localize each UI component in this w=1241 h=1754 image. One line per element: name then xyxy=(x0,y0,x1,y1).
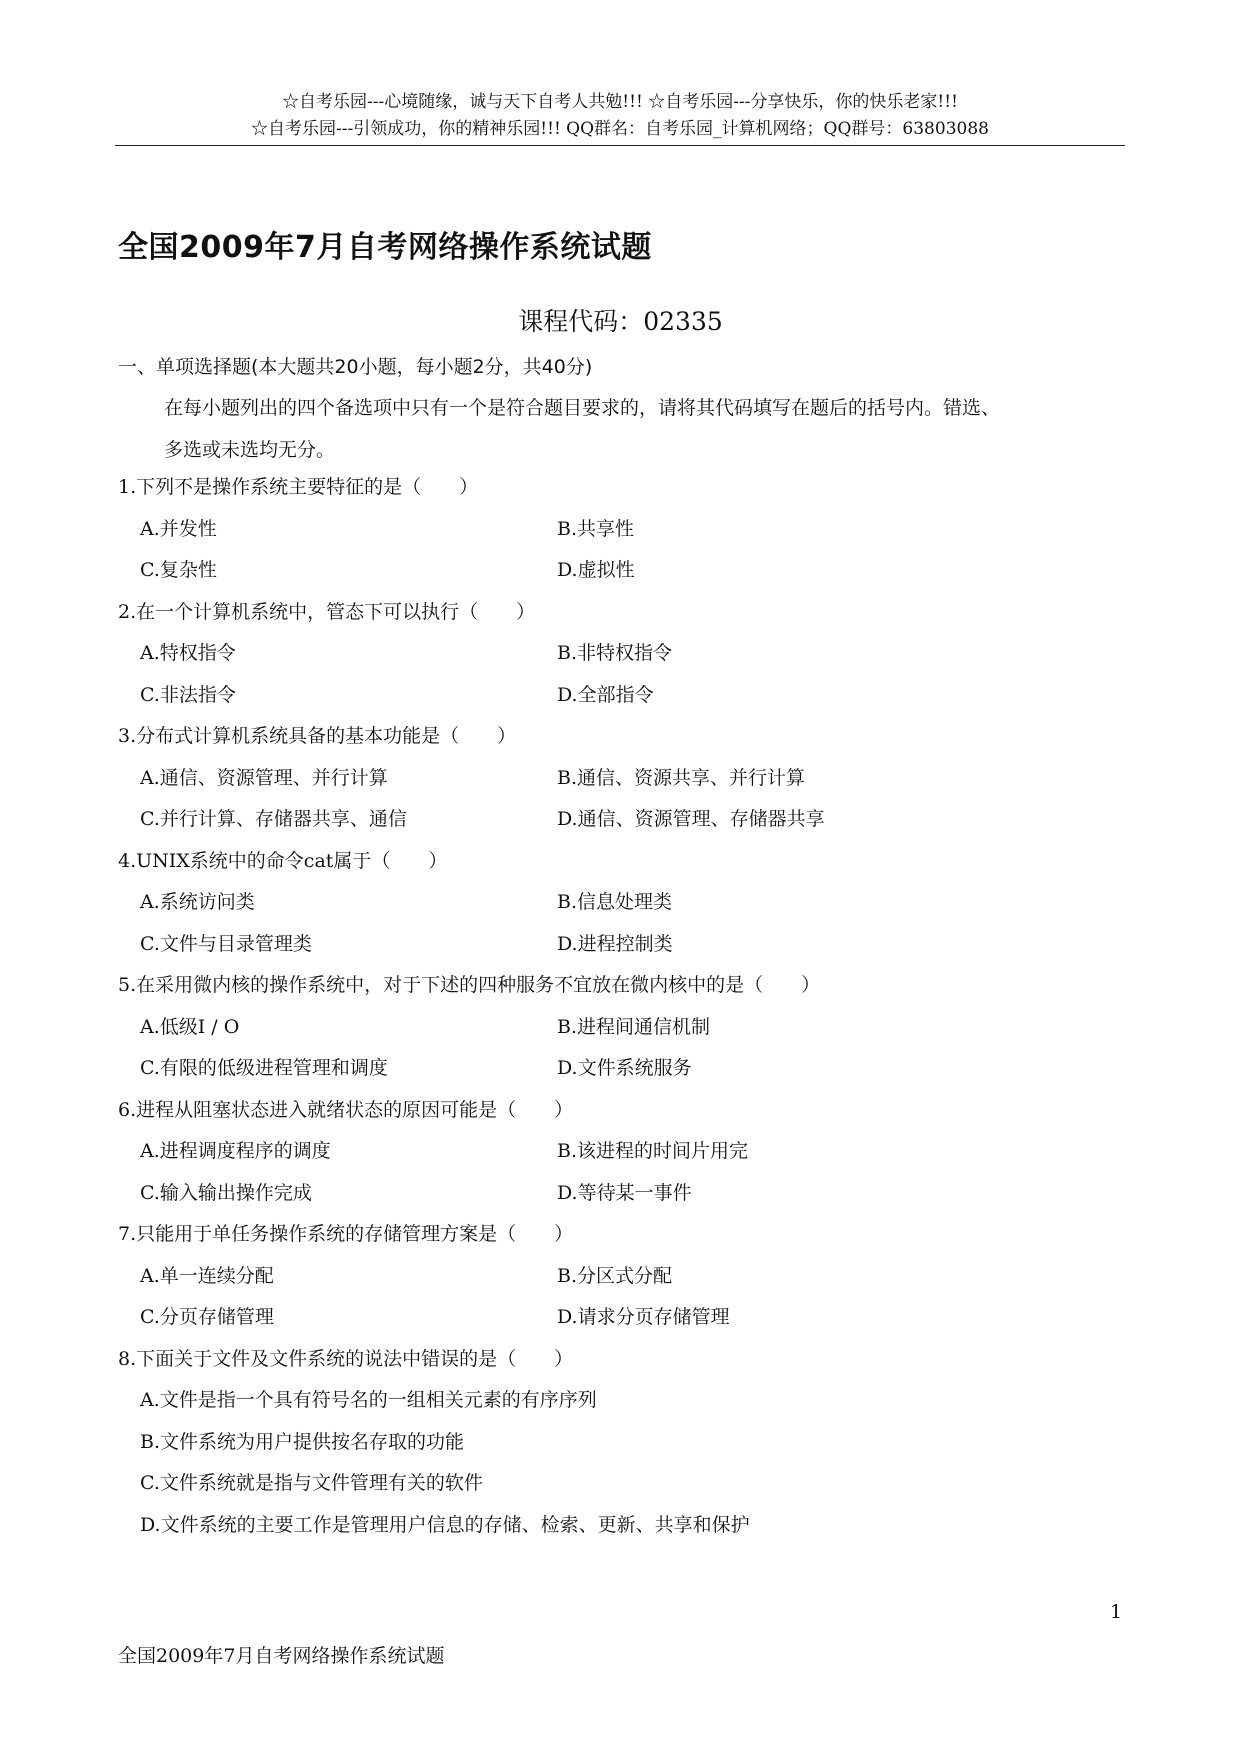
question-option: B.信息处理类 xyxy=(557,891,673,913)
question-stem: 6.进程从阻塞状态进入就绪状态的原因可能是（ ） xyxy=(118,1099,574,1121)
question-option: C.文件与目录管理类 xyxy=(140,933,312,955)
question-option: D.通信、资源管理、存储器共享 xyxy=(557,808,825,830)
question-option: D.文件系统的主要工作是管理用户信息的存储、检索、更新、共享和保护 xyxy=(140,1514,750,1536)
question-option: D.进程控制类 xyxy=(557,933,673,955)
question-option: B.通信、资源共享、并行计算 xyxy=(557,767,806,789)
question-option: A.文件是指一个具有符号名的一组相关元素的有序序列 xyxy=(140,1389,597,1411)
question-option: B.共享性 xyxy=(557,518,635,540)
question-option: D.等待某一事件 xyxy=(557,1182,692,1204)
question-option: B.该进程的时间片用完 xyxy=(557,1140,749,1162)
question-option: A.单一连续分配 xyxy=(140,1265,274,1287)
question-stem: 2.在一个计算机系统中，管态下可以执行（ ） xyxy=(118,601,536,623)
question-option: B.分区式分配 xyxy=(557,1265,673,1287)
header-rule xyxy=(115,145,1125,146)
question-option: C.复杂性 xyxy=(140,559,217,581)
question-option: A.进程调度程序的调度 xyxy=(140,1140,331,1162)
question-option: C.输入输出操作完成 xyxy=(140,1182,312,1204)
question-stem: 4.UNIX系统中的命令cat属于（ ） xyxy=(118,850,448,872)
question-stem: 7.只能用于单任务操作系统的存储管理方案是（ ） xyxy=(118,1223,574,1245)
question-option: C.非法指令 xyxy=(140,684,236,706)
question-stem: 5.在采用微内核的操作系统中，对于下述的四种服务不宜放在微内核中的是（ ） xyxy=(118,974,821,996)
question-option: C.有限的低级进程管理和调度 xyxy=(140,1057,388,1079)
question-option: D.虚拟性 xyxy=(557,559,635,581)
question-option: C.分页存储管理 xyxy=(140,1306,274,1328)
question-option: A.通信、资源管理、并行计算 xyxy=(140,767,388,789)
question-option: C.并行计算、存储器共享、通信 xyxy=(140,808,407,830)
course-code: 课程代码：02335 xyxy=(518,307,723,336)
header-line-1: ☆自考乐园---心境随缘，诚与天下自考人共勉!!! ☆自考乐园---分享快乐，你的快乐老家!!! xyxy=(282,92,958,112)
question-option: A.并发性 xyxy=(140,518,217,540)
question-option: A.系统访问类 xyxy=(140,891,255,913)
footer-text: 全国2009年7月自考网络操作系统试题 xyxy=(118,1645,445,1667)
question-option: D.全部指令 xyxy=(557,684,654,706)
question-option: D.文件系统服务 xyxy=(557,1057,692,1079)
question-option: B.非特权指令 xyxy=(557,642,673,664)
section-instruction-line-2: 多选或未选均无分。 xyxy=(164,439,336,461)
question-option: A.低级I / O xyxy=(140,1016,240,1038)
question-stem: 8.下面关于文件及文件系统的说法中错误的是（ ） xyxy=(118,1348,574,1370)
header-line-2: ☆自考乐园---引领成功，你的精神乐园!!! QQ群名：自考乐园_计算机网络；QQ群号：63803088 xyxy=(251,119,989,139)
question-option: D.请求分页存储管理 xyxy=(557,1306,730,1328)
question-stem: 1.下列不是操作系统主要特征的是（ ） xyxy=(118,476,479,498)
question-stem: 3.分布式计算机系统具备的基本功能是（ ） xyxy=(118,725,517,747)
page-number: 1 xyxy=(1110,1601,1123,1623)
question-option: B.文件系统为用户提供按名存取的功能 xyxy=(140,1431,465,1453)
exam-title: 全国2009年7月自考网络操作系统试题 xyxy=(118,230,652,265)
question-option: B.进程间通信机制 xyxy=(557,1016,711,1038)
question-option: A.特权指令 xyxy=(140,642,236,664)
question-option: C.文件系统就是指与文件管理有关的软件 xyxy=(140,1472,483,1494)
section-heading: 一、单项选择题(本大题共20小题，每小题2分，共40分) xyxy=(118,356,593,378)
section-instruction-line-1: 在每小题列出的四个备选项中只有一个是符合题目要求的，请将其代码填写在题后的括号内。错选、 xyxy=(164,397,1001,419)
